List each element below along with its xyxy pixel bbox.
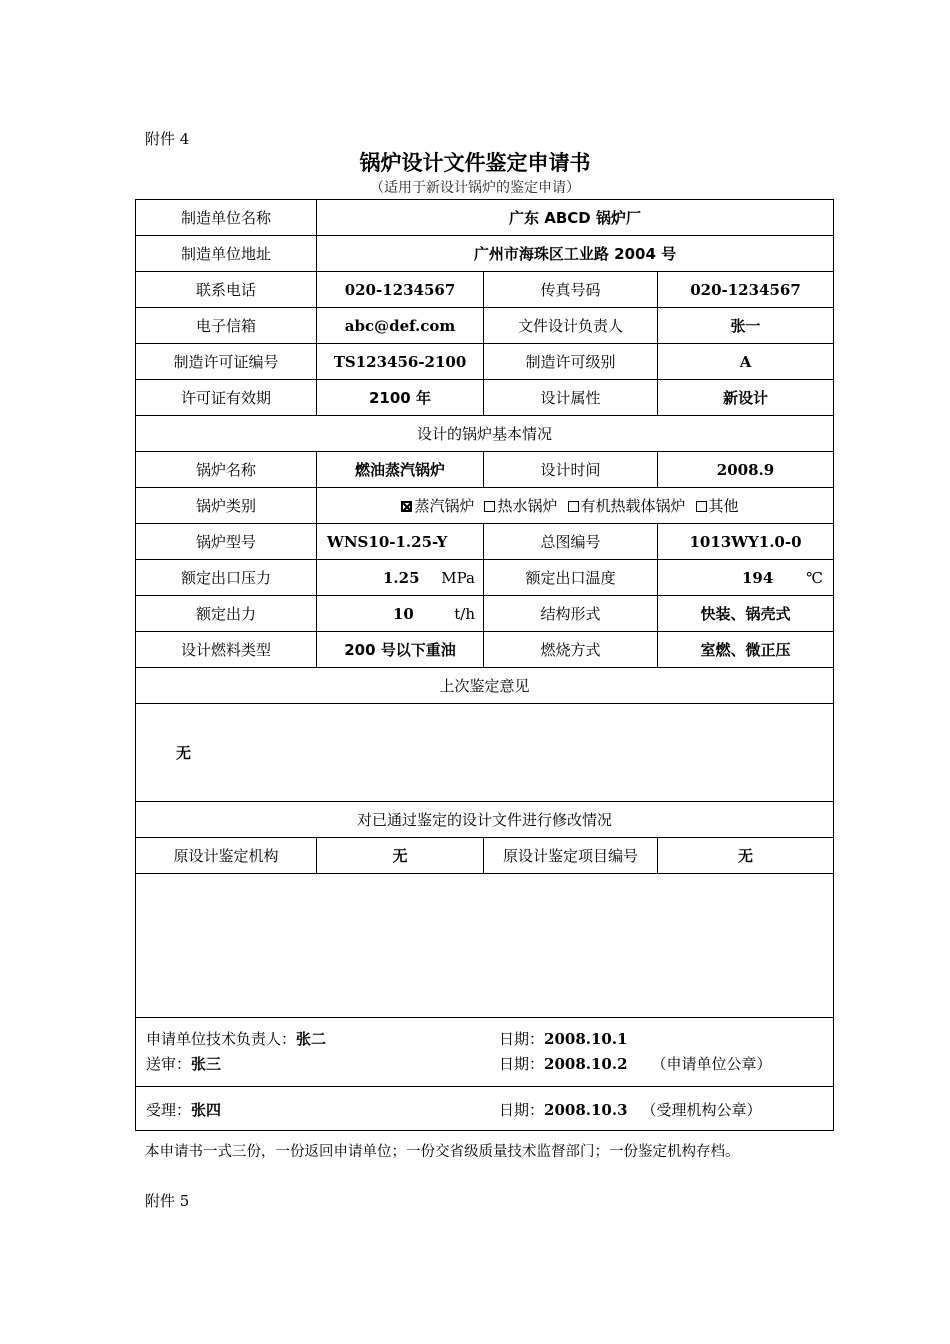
boiler-type-option <box>696 497 739 515</box>
page-title: 锅炉设计文件鉴定申请书 <box>359 151 591 175</box>
form-row <box>136 668 834 704</box>
boiler-type-option <box>401 497 474 515</box>
send-value: 张三 <box>191 1055 222 1073</box>
license-level-label: 制造许可级别 <box>484 344 658 380</box>
form-row <box>136 596 834 632</box>
license-valid-value: 2100 年 <box>317 380 484 416</box>
date-label: 日期： <box>499 1055 545 1073</box>
form-row <box>136 524 834 560</box>
attachment-label-top: 附件 4 <box>145 130 190 148</box>
form-row <box>136 632 834 668</box>
form-row <box>136 200 834 236</box>
license-no-value: TS123456-2100 <box>317 344 484 380</box>
model-label: 锅炉型号 <box>136 524 317 560</box>
structure-value: 快装、锅壳式 <box>658 596 834 632</box>
form-row <box>136 380 834 416</box>
date-label: 日期： <box>499 1101 545 1119</box>
footnote: 本申请书一式三份，一份返回申请单位；一份交省级质量技术监督部门；一份鉴定机构存档。 <box>145 1144 740 1160</box>
section-modify-heading: 对已通过鉴定的设计文件进行修改情况 <box>136 802 834 838</box>
fax-label: 传真号码 <box>484 272 658 308</box>
page-subtitle: （适用于新设计锅炉的鉴定申请） <box>370 180 580 196</box>
output-unit: t/h <box>454 605 475 623</box>
form-row <box>136 560 834 596</box>
accept-block <box>136 1087 834 1131</box>
boiler-type-label: 锅炉类别 <box>136 488 317 524</box>
phone-value: 020-1234567 <box>317 272 484 308</box>
drawing-label: 总图编号 <box>484 524 658 560</box>
temp-label: 额定出口温度 <box>484 560 658 596</box>
form-row <box>136 1087 834 1131</box>
fuel-value: 200 号以下重油 <box>317 632 484 668</box>
boiler-type-option <box>484 497 557 515</box>
design-attr-value: 新设计 <box>658 380 834 416</box>
application-form-table <box>135 199 834 1131</box>
applicant-seal-note: （申请单位公章） <box>651 1055 772 1073</box>
empty-checkbox-icon <box>696 501 707 512</box>
section-last-heading: 上次鉴定意见 <box>136 668 834 704</box>
model-value: WNS10-1.25-Y <box>317 524 484 560</box>
fuel-label: 设计燃料类型 <box>136 632 317 668</box>
maker-name-value: 广东 ABCD 锅炉厂 <box>317 200 834 236</box>
section-basic-heading: 设计的锅炉基本情况 <box>136 416 834 452</box>
phone-label: 联系电话 <box>136 272 317 308</box>
tech-line <box>146 1028 326 1049</box>
form-row <box>136 452 834 488</box>
maker-addr-value: 广州市海珠区工业路 2004 号 <box>317 236 834 272</box>
signature-block <box>136 1018 834 1087</box>
form-row <box>136 272 834 308</box>
boiler-type-option-label: 其他 <box>708 497 739 515</box>
temp-unit: ℃ <box>806 569 824 587</box>
license-level-value: A <box>658 344 834 380</box>
send-line <box>146 1053 221 1074</box>
form-row <box>136 236 834 272</box>
date1-value: 2008.10.1 <box>544 1030 628 1048</box>
form-row <box>136 874 834 1018</box>
email-value: abc@def.com <box>317 308 484 344</box>
output-label: 额定出力 <box>136 596 317 632</box>
form-row <box>136 838 834 874</box>
form-row <box>136 308 834 344</box>
pressure-cell <box>317 560 484 596</box>
tech-label: 申请单位技术负责人： <box>146 1030 297 1048</box>
last-opinion-value: 无 <box>136 704 834 802</box>
form-row <box>136 344 834 380</box>
accept-value: 张四 <box>191 1101 222 1119</box>
designer-value: 张一 <box>658 308 834 344</box>
checked-box-icon <box>401 501 412 512</box>
pressure-unit: MPa <box>441 569 475 587</box>
date3-line <box>499 1099 762 1120</box>
form-row <box>136 704 834 802</box>
empty-checkbox-icon <box>568 501 579 512</box>
empty-checkbox-icon <box>484 501 495 512</box>
tech-value: 张二 <box>296 1030 327 1048</box>
attachment-label-bottom: 附件 5 <box>145 1192 190 1210</box>
license-valid-label: 许可证有效期 <box>136 380 317 416</box>
combustion-value: 室燃、微正压 <box>658 632 834 668</box>
designer-label: 文件设计负责人 <box>484 308 658 344</box>
boiler-type-option-label: 有机热载体锅炉 <box>580 497 686 515</box>
boiler-type-option <box>568 497 686 515</box>
form-row <box>136 1018 834 1087</box>
fax-value: 020-1234567 <box>658 272 834 308</box>
maker-addr-label: 制造单位地址 <box>136 236 317 272</box>
maker-name-label: 制造单位名称 <box>136 200 317 236</box>
design-time-value: 2008.9 <box>658 452 834 488</box>
structure-label: 结构形式 <box>484 596 658 632</box>
boiler-type-options <box>317 488 834 524</box>
boiler-type-option-label: 热水锅炉 <box>497 497 558 515</box>
date2-value: 2008.10.2 <box>544 1055 628 1073</box>
boiler-name-value: 燃油蒸汽锅炉 <box>317 452 484 488</box>
date3-value: 2008.10.3 <box>544 1101 628 1119</box>
orig-no-value: 无 <box>658 838 834 874</box>
pressure-value: 1.25 <box>383 569 420 587</box>
date1-line <box>499 1028 628 1049</box>
modification-blank-area <box>136 874 834 1018</box>
form-row <box>136 488 834 524</box>
temp-value: 194 <box>742 569 774 587</box>
orig-org-value: 无 <box>317 838 484 874</box>
output-value: 10 <box>393 605 414 623</box>
output-cell <box>317 596 484 632</box>
design-attr-label: 设计属性 <box>484 380 658 416</box>
orig-no-label: 原设计鉴定项目编号 <box>484 838 658 874</box>
license-no-label: 制造许可证编号 <box>136 344 317 380</box>
email-label: 电子信箱 <box>136 308 317 344</box>
form-row <box>136 802 834 838</box>
drawing-value: 1013WY1.0-0 <box>658 524 834 560</box>
form-row <box>136 416 834 452</box>
boiler-type-option-label: 蒸汽锅炉 <box>414 497 475 515</box>
accept-label: 受理： <box>146 1101 192 1119</box>
send-label: 送审： <box>146 1055 192 1073</box>
orig-org-label: 原设计鉴定机构 <box>136 838 317 874</box>
pressure-label: 额定出口压力 <box>136 560 317 596</box>
accept-line <box>146 1099 221 1120</box>
combustion-label: 燃烧方式 <box>484 632 658 668</box>
design-time-label: 设计时间 <box>484 452 658 488</box>
boiler-name-label: 锅炉名称 <box>136 452 317 488</box>
temp-cell <box>658 560 834 596</box>
date-label: 日期： <box>499 1030 545 1048</box>
date2-line <box>499 1053 772 1074</box>
accept-seal-note: （受理机构公章） <box>641 1101 762 1119</box>
